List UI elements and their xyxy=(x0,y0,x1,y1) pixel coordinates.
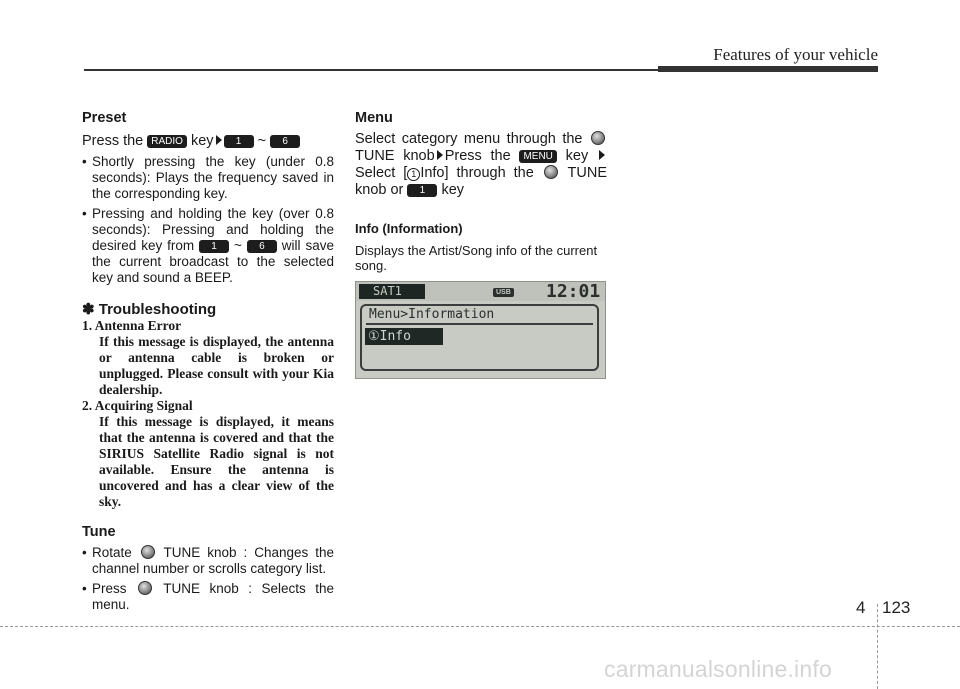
tune-bullet-2-pre: Press xyxy=(92,581,127,596)
menu-key-word: key xyxy=(565,148,589,164)
menu-heading: Menu xyxy=(355,110,393,126)
tune-bullet-1-post: TUNE knob : Changes the channel number or scrolls category list. xyxy=(92,545,334,576)
lcd-menu-box xyxy=(360,304,599,371)
footer-rule xyxy=(0,626,960,627)
menu-knob-or: knob or xyxy=(355,182,404,198)
preset-bullet-2a: Pressing and holding the key (over 0.8 seconds): Pressing and holding the desired key from xyxy=(92,206,334,253)
menu-instructions xyxy=(355,131,607,199)
right-column xyxy=(355,108,607,273)
arrow-right-icon xyxy=(437,150,443,160)
menu-select-mid: Info] through the xyxy=(420,165,534,181)
header-rule-thin xyxy=(84,69,660,71)
tune-knob-icon xyxy=(544,165,558,179)
troubleshooting-heading: ✽ Troubleshooting xyxy=(82,301,217,318)
lcd-selected-item: ①Info xyxy=(365,328,443,345)
info-body: Displays the Artist/Song info of the current song. xyxy=(355,243,598,273)
troubleshooting-list xyxy=(82,318,334,510)
preset-lead-pre: Press the xyxy=(82,133,144,149)
menu-key-icon: MENU xyxy=(519,150,556,163)
circled-1-icon: 1 xyxy=(407,168,420,181)
key-6-icon: 6 xyxy=(247,240,277,253)
menu-line-1: Select category menu through the xyxy=(355,131,583,147)
list-item: • Rotate TUNE knob : Changes the channel number or scrolls category list. xyxy=(82,545,334,576)
preset-heading: Preset xyxy=(82,110,127,126)
left-column xyxy=(82,108,334,617)
header-rule-thick xyxy=(658,66,878,72)
menu-tune-word: TUNE xyxy=(567,165,608,181)
tune-knob-icon xyxy=(591,131,605,145)
lcd-clock: 12:01 xyxy=(546,281,601,302)
tune-heading: Tune xyxy=(82,524,116,540)
radio-lcd-display xyxy=(355,281,606,379)
menu-select-pre: Select [ xyxy=(355,165,408,181)
footer-divider xyxy=(877,604,878,689)
watermark: carmanualsonline.info xyxy=(604,656,832,682)
tilde: ~ xyxy=(234,238,242,253)
lcd-source-label: SAT1 xyxy=(359,284,425,299)
page-header-title: Features of your vehicle xyxy=(713,45,878,64)
page-number: 123 xyxy=(882,598,911,617)
preset-bullet-2b: will save the current broadcast to the selected key and sound a BEEP. xyxy=(92,238,334,285)
list-item: • Press TUNE knob : Selects the menu. xyxy=(82,581,334,612)
tune-bullets xyxy=(82,545,334,613)
key-6-icon: 6 xyxy=(270,135,300,148)
preset-lead xyxy=(82,131,334,151)
radio-key-icon: RADIO xyxy=(147,135,187,148)
tune-knob-icon xyxy=(141,545,155,559)
usb-badge-icon: USB xyxy=(493,288,514,297)
key-1-icon: 1 xyxy=(224,135,254,148)
preset-bullets xyxy=(82,154,334,286)
tilde: ~ xyxy=(257,133,267,149)
trouble-item-1-title: 1. Antenna Error xyxy=(82,318,182,333)
preset-bullet-1: Shortly pressing the key (under 0.8 seconds): Plays the frequency saved in the corresponding key. xyxy=(92,154,334,201)
arrow-right-icon xyxy=(599,150,605,160)
preset-lead-key-word: key xyxy=(190,133,214,149)
tune-bullet-2-post: TUNE knob : Selects the menu. xyxy=(92,581,334,612)
menu-tune-knob: TUNE knob xyxy=(355,148,435,164)
key-1-icon: 1 xyxy=(199,240,229,253)
list-item: • Pressing and holding the key (over 0.8 seconds): Pressing and holding the desired key from 1 ~ 6 will save the current broadcast to the selected key and sound a BEEP. xyxy=(82,206,334,285)
menu-key-end: key xyxy=(441,182,465,198)
info-heading: Info (Information) xyxy=(355,221,463,236)
arrow-right-icon xyxy=(216,135,222,145)
lcd-menu-path: Menu>Information xyxy=(369,307,495,322)
trouble-item-2-title: 2. Acquiring Signal xyxy=(82,398,193,413)
key-1-icon: 1 xyxy=(407,184,437,197)
tune-knob-icon xyxy=(138,581,152,595)
tune-bullet-1-pre: Rotate xyxy=(92,545,132,560)
trouble-item-2-desc: If this message is displayed, it means that the antenna is covered and that the SIRIUS Satellite Radio signal is not available. Ensure the antenna is uncovered and has a clear view of the sky. xyxy=(99,414,334,509)
list-item: • Shortly pressing the key (under 0.8 seconds): Plays the frequency saved in the corresponding key. xyxy=(82,154,334,201)
chapter-number: 4 xyxy=(856,598,866,617)
trouble-item-1-desc: If this message is displayed, the antenna or antenna cable is broken or unplugged. Please consult with your Kia dealership. xyxy=(99,334,334,397)
lcd-menu-divider xyxy=(366,323,593,325)
menu-press-the: Press the xyxy=(444,148,511,164)
